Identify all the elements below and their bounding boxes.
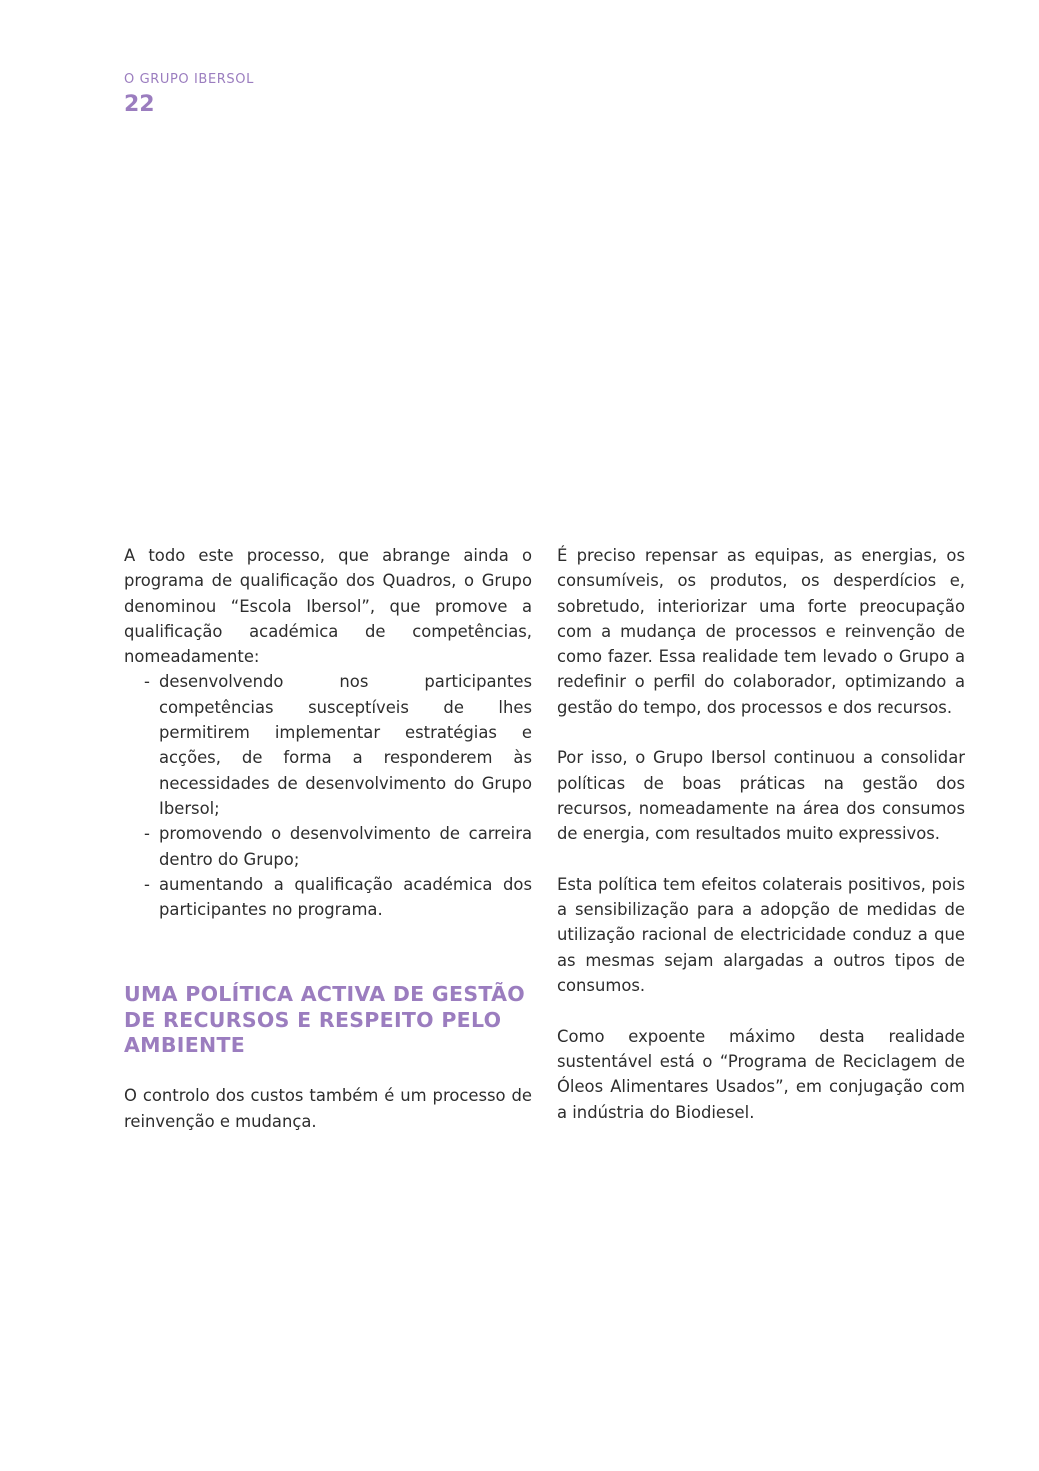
- page-number: 22: [124, 92, 155, 117]
- right-paragraph-1: É preciso repensar as equipas, as energias, os consumíveis, os produtos, os desperdícios e, sobretudo, interiorizar uma forte preocupação com a mudança de processos e reinvenção de como fazer. Essa realidade tem levado o Grupo a redefinir o perfil do colaborador, optimizando a gestão do tempo, dos processos e dos recursos.: [557, 546, 965, 717]
- list-item-text: aumentando a qualificação académica dos participantes no programa.: [159, 874, 532, 920]
- left-column: [124, 543, 532, 1134]
- right-paragraph-4: Como expoente máximo desta realidade sustentável está o “Programa de Reciclagem de Óleos Alimentares Usados”, em conjugação com a indústria do Biodiesel.: [557, 1026, 965, 1122]
- list-item: [144, 872, 532, 923]
- list-item-text: promovendo o desenvolvimento de carreira dentro do Grupo;: [159, 824, 532, 869]
- list-item: [144, 669, 532, 821]
- bullet-dash: -: [144, 672, 150, 692]
- intro-paragraph: A todo este processo, que abrange ainda o programa de qualificação dos Quadros, o Grupo denominou “Escola Ibersol”, que promove a qualificação académica de competências, nomeadamente:: [124, 546, 532, 667]
- section-heading: UMA POLÍTICA ACTIVA DE GESTÃO DE RECURSOS E RESPEITO PELO AMBIENTE: [124, 982, 525, 1058]
- running-header: [124, 70, 254, 118]
- right-paragraph-2: Por isso, o Grupo Ibersol continuou a consolidar políticas de boas práticas na gestão dos recursos, nomeadamente na área dos consumos de energia, com resultados muito expressivos.: [557, 748, 965, 844]
- heading-paragraph: O controlo dos custos também é um processo de reinvenção e mudança.: [124, 1086, 532, 1131]
- right-paragraph-3: Esta política tem efeitos colaterais positivos, pois a sensibilização para a adopção de medidas de utilização racional de electricidade conduz a que as mesmas sejam alargadas a outros tipos de consumos.: [557, 874, 965, 996]
- bullet-list: [124, 669, 532, 922]
- list-item-text: desenvolvendo nos participantes competências susceptíveis de lhes permitirem implementar estratégias e acções, de forma a responderem às necessidades de desenvolvimento do Grupo Ibersol;: [159, 672, 532, 818]
- section-label: O GRUPO IBERSOL: [124, 72, 254, 87]
- bullet-dash: -: [144, 824, 150, 844]
- right-column: [557, 543, 965, 1150]
- list-item: [144, 821, 532, 872]
- bullet-dash: -: [144, 874, 150, 894]
